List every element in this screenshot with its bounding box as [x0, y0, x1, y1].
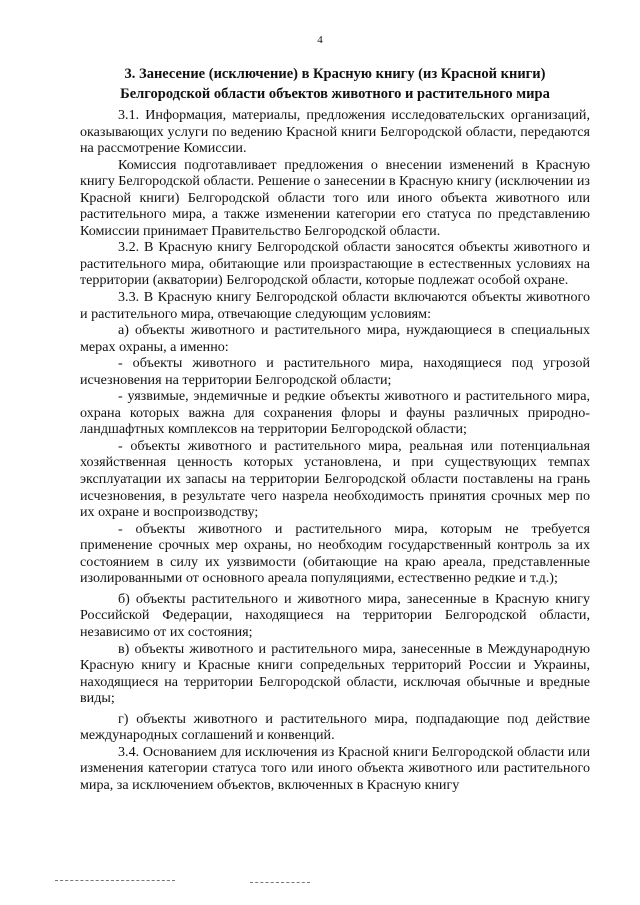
paragraph-commission: Комиссия подготавливает предложения о внесении изменений в Красную книгу Белгородской области. Решение о занесении в Красную книгу (исключении из Красной книги) Белгородской области того или иного объекта животного или растительного мира, а также изменении категории его статуса по представлению Комиссии принимает Правительство Белгородской области. — [80, 156, 590, 239]
section-heading-line-2: Белгородской области объектов животного и растительного мира — [120, 86, 550, 102]
paragraph-item-v: в) объекты животного и растительного мира, занесенные в Международную Красную книгу и Красные книги сопредельных территорий России и Украины, находящиеся на территории Белгородской области, исключая обычные и вредные виды; — [80, 640, 590, 707]
footer-scan-rule — [250, 882, 310, 883]
document-body — [80, 107, 590, 793]
section-heading-line-1: 3. Занесение (исключение) в Красную книгу (из Красной книги) — [124, 66, 546, 82]
paragraph-3-2: 3.2. В Красную книгу Белгородской области заносятся объекты животного и растительного мира, обитающие или произрастающие в естественных условиях на территории (акватории) Белгородской области, которые подлежат особой охране. — [80, 239, 590, 289]
paragraph-item-a-bullet-2: - уязвимые, эндемичные и редкие объекты животного и растительного мира, охрана которых важна для сохранения флоры и фауны различных природно-ландшафтных комплексов на территории Белгородской области; — [80, 388, 590, 438]
paragraph-item-a-bullet-3: - объекты животного и растительного мира, реальная или потенциальная хозяйственная ценность которых установлена, и при существующих темпах эксплуатации их запасы на территории Белгородской области поставлены на грань исчезновения, в результате чего назрела необходимость принятия срочных мер по их охране и воспроизводству; — [80, 437, 590, 521]
paragraph-3-1: 3.1. Информация, материалы, предложения исследовательских организаций, оказывающих услуги по ведению Красной книги Белгородской области, передаются на рассмотрение Комиссии. — [80, 107, 590, 157]
page-number: 4 — [317, 34, 323, 46]
paragraph-item-a: а) объекты животного и растительного мира, нуждающиеся в специальных мерах охраны, а именно: — [80, 322, 590, 355]
paragraph-3-3: 3.3. В Красную книгу Белгородской области включаются объекты животного и растительного мира, отвечающие следующим условиям: — [80, 289, 590, 322]
paragraph-item-b: б) объекты растительного и животного мира, занесенные в Красную книгу Российской Федерации, находящиеся на территории Белгородской области, независимо от их состояния; — [80, 590, 590, 640]
paragraph-3-4: 3.4. Основанием для исключения из Красной книги Белгородской области или изменения категории статуса того или иного объекта животного или растительного мира, за исключением объектов, включенных в Красную книгу — [80, 743, 590, 793]
footer-scan-rule — [55, 880, 175, 881]
section-heading — [80, 64, 590, 104]
paragraph-item-g: г) объекты животного и растительного мира, подпадающие под действие международных соглашений и конвенций. — [80, 710, 590, 744]
paragraph-item-a-bullet-1: - объекты животного и растительного мира, находящиеся под угрозой исчезновения на территории Белгородской области; — [80, 355, 590, 388]
paragraph-item-a-bullet-4: - объекты животного и растительного мира, которым не требуется применение срочных мер охраны, но необходим государственный контроль за их состоянием в силу их уязвимости (обитающие на краю ареала, представленные изолированными от основного ареала популяциями, естественно редкие и т.д.); — [80, 520, 590, 587]
